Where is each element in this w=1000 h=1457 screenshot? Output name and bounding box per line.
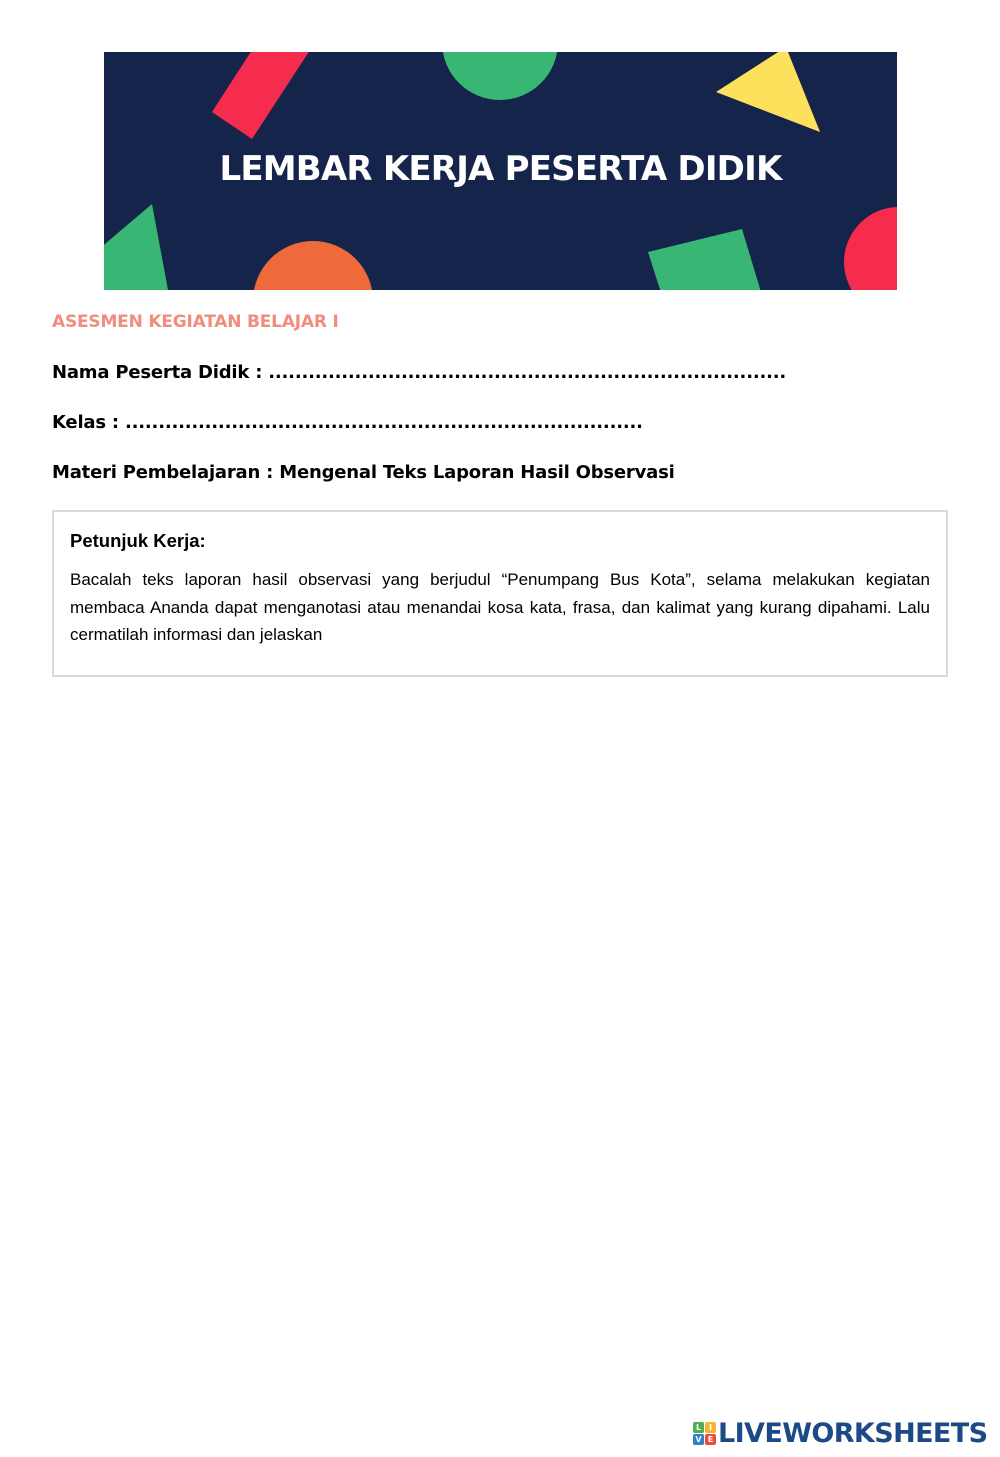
instruction-body: Bacalah teks laporan hasil observasi yang berjudul “Penumpang Bus Kota”, selama melakukan kegiatan membaca Ananda dapat menganotasi atau menandai kosa kata, frasa, dan kalimat yang kurang dipahami. Lalu cermatilah informasi dan jelaskan [70, 570, 930, 644]
section-heading: ASESMEN KEGIATAN BELAJAR I [52, 312, 339, 332]
liveworksheets-logo-icon [693, 1422, 716, 1445]
learning-material-field: Materi Pembelajaran : Mengenal Teks Laporan Hasil Observasi [52, 462, 675, 483]
banner-title: LEMBAR KERJA PESERTA DIDIK [219, 149, 782, 189]
logo-letter-v: V [693, 1434, 704, 1445]
liveworksheets-logo[interactable] [693, 1418, 987, 1448]
class-field: Kelas : .............................................................................. [52, 412, 643, 433]
liveworksheets-logo-text: LIVEWORKSHEETS [718, 1417, 988, 1449]
header-banner [104, 52, 897, 290]
instruction-box [52, 510, 948, 677]
logo-letter-l: L [693, 1422, 704, 1433]
instruction-title: Petunjuk Kerja: [70, 530, 206, 551]
logo-letter-e: E [705, 1434, 716, 1445]
logo-letter-i: I [705, 1422, 716, 1433]
student-name-field: Nama Peserta Didik : .............................................................................. [52, 362, 787, 383]
